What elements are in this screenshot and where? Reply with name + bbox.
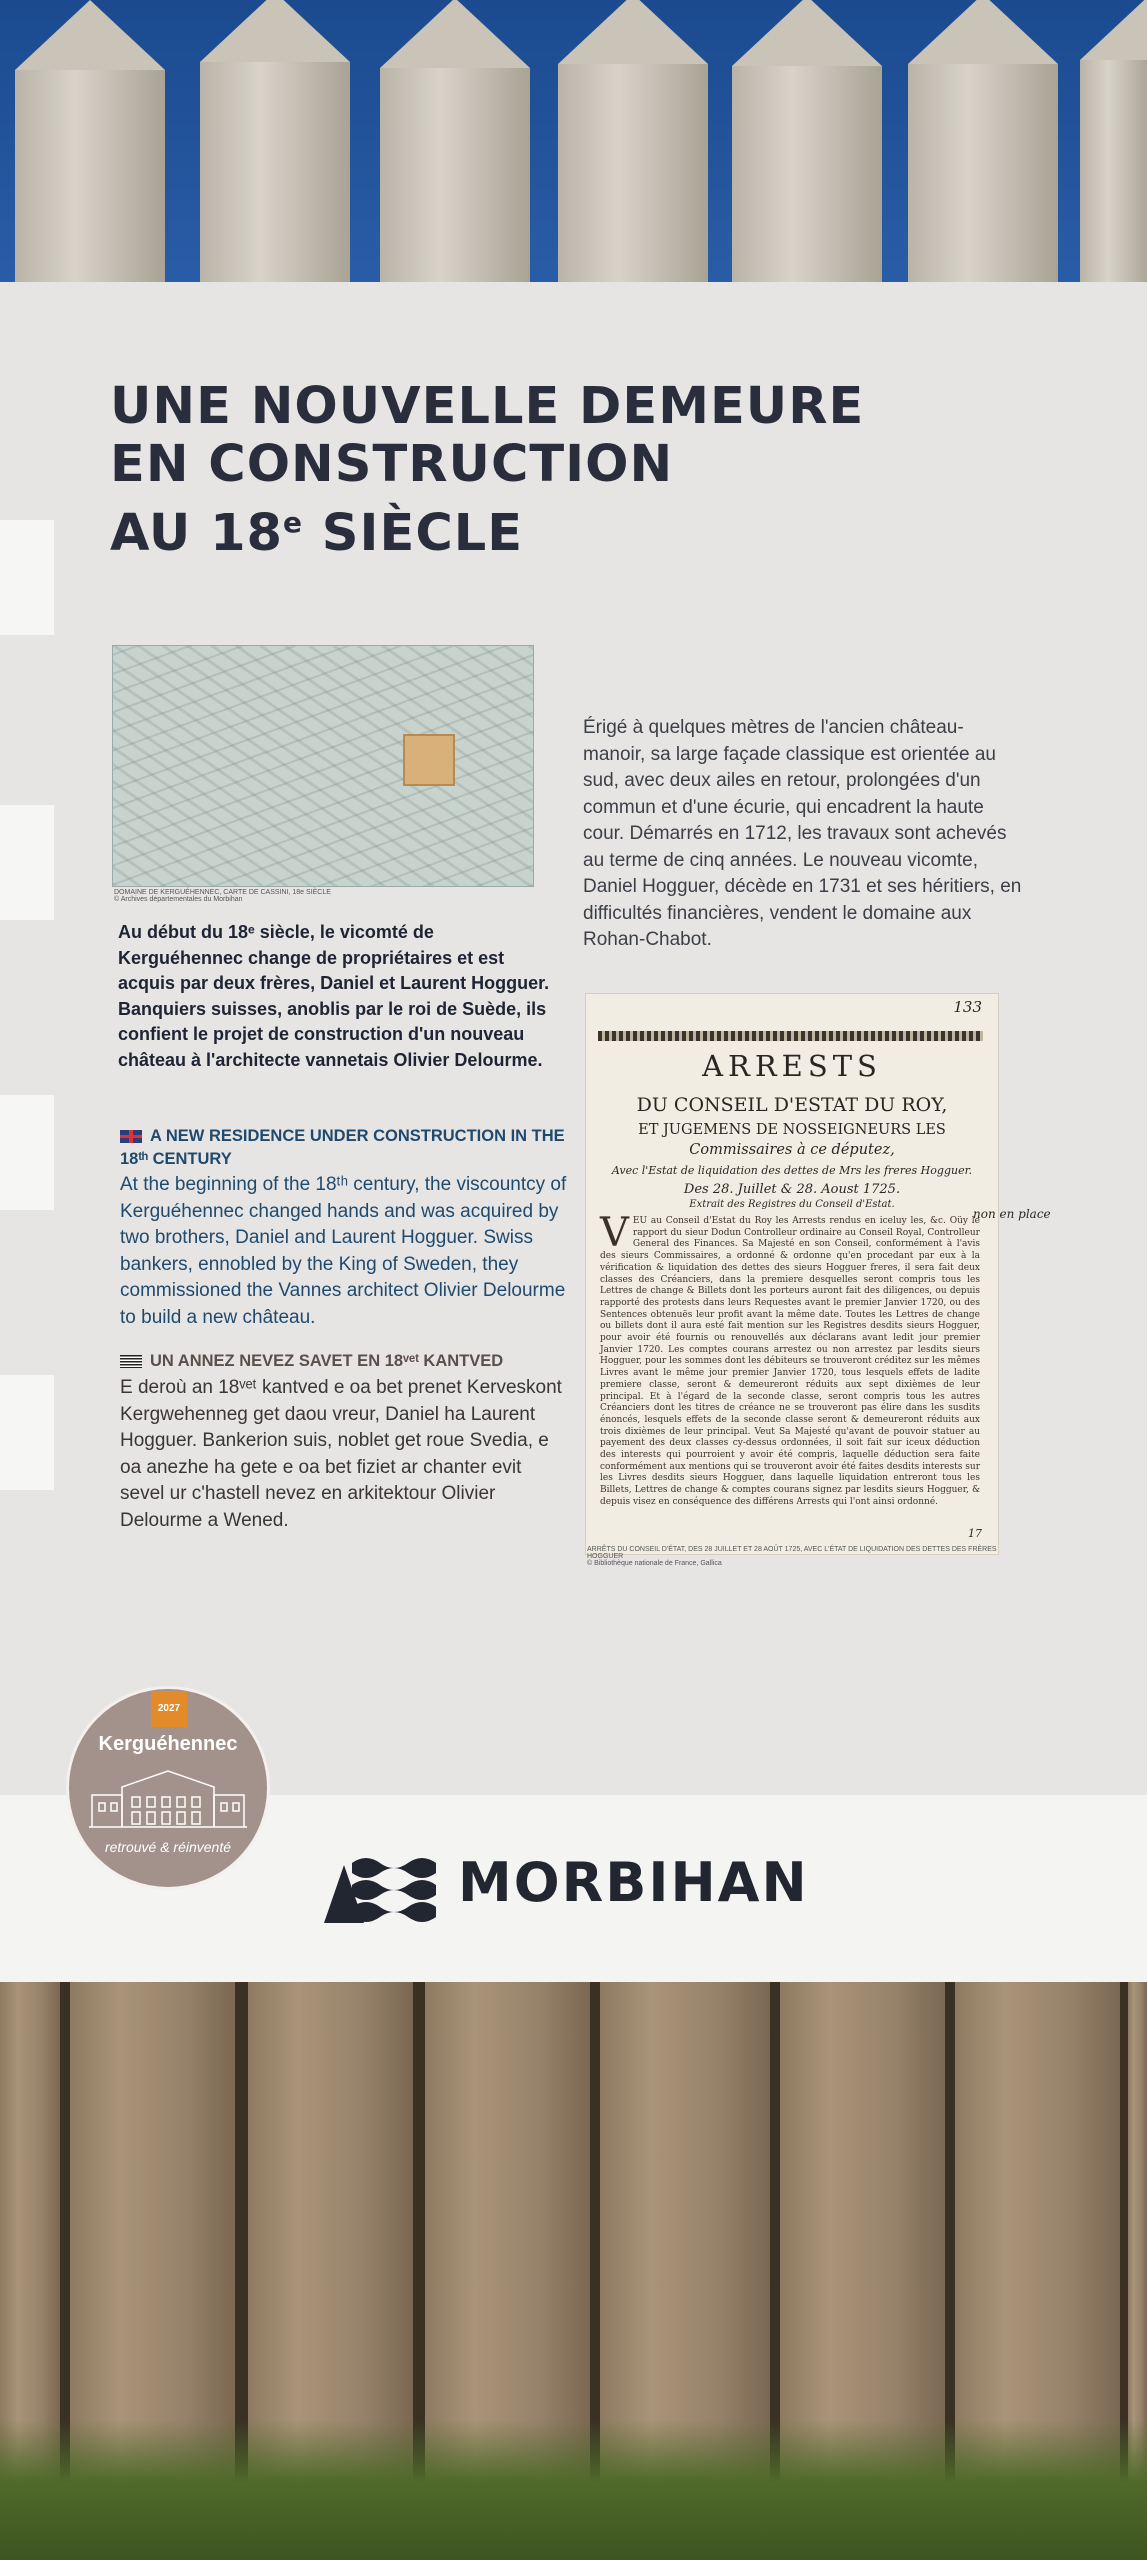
grass (0, 2420, 1147, 2560)
sponsor-name: MORBIHAN (458, 1851, 809, 1914)
french-description-text: Érigé à quelques mètres de l'ancien château-manoir, sa large façade classique est orientée au sud, avec deux ailes en retour, prolongées d'un commun et d'une écurie, qui encadrent la haute cour. Démarrés en 1712, les travaux sont achevés au terme de cinq années. Le nouveau vicomte, Daniel Hogguer, décède en 1731 et ses héritiers, en difficultés financières, vendent le domaine aux Rohan-Chabot. (583, 717, 1022, 950)
document-dropcap: V (600, 1210, 629, 1256)
document-body-text: EU au Conseil d'Estat du Roy les Arrests rendus en iceluy les, &c. Oüy le rapport du sieur Dodun Controlleur ordinaire au Conseil Royal, Controlleur General des Finances. Sa Majesté en son Conseil, conformément à l'avis des sieurs Commissaires, a ordonné & ordonne qu'en procedant par eux à la vérification & liquidation des dettes des sieurs Hogguer freres, il sera fait deux classes des Créanciers, dans la premiere desquelles seront compris tous les Lettres de change & Billets dont les porteurs auront fait des diligences, ou depuis rapporté des protests dans leurs Requestes avant le premier Janvier 1720, ou des Sentences obtenuës leur profit avant la même date. Toutes les Lettres de change ou billets dont il aura esté fait mention sur les Registres desdits sieurs Hogguer, pour avoir été fournis ou renouvellés aux déclarans avant ledit jour premier Janvier 1720. Les comptes courans arrestez ou non arrestez par lesdits sieurs Hogguer, pour les sommes dont les débiteurs se trouveront créditez sur les mêmes Livres avant le même jour premier Janvier 1720, tous lesquels effets de ladite premiere classe, seront & demeureront réduits aux sept dixièmes de leur principal. Et à l'égard de la seconde classe, seront compris tous les autres Créanciers dont les titres de créance ne se trouveront pas élire dans les susdits énoncés, lesquels effets de la seconde classe seront & demeureront réduits aux trois dixièmes de leur principal. Veut Sa Majesté qu'avant de pouvoir statuer au payement des deux classes cy-dessus ordonnées, il soit fait sur iceux déduction des interests qui pourroient y avoir été compris, laquelle déduction sera faite conformément aux mentions qui se trouveront avoir été faites desdits interests sur les Livres desdits sieurs Hogguer, dans laquelle liquidation entreront tous les Billets, Lettres de change & comptes courans signez par lesdits sieurs Hogguer, & depuis visez en conséquence des différens Arrests qui l'ont ainsi ordonné. (600, 1216, 980, 1507)
document-bottom-number: 17 (968, 1527, 982, 1540)
title-line-1: UNE NOUVELLE DEMEURE (110, 377, 865, 436)
document-caption-credit: © Bibliothèque nationale de France, Gallica (587, 1560, 722, 1567)
document-line-6: Extrait des Registres du Conseil d'Estat. (689, 1199, 895, 1210)
breton-body: E deroù an 18ᵛᵉᵗ kantved e oa bet prenet Kerveskont Kergwehenneg get daou vreur, Daniel ha Laurent Hogguer. Bankerion suis, noblet get roue Svedia, e oa anezhe ha gete e oa bet fiziet ar chanter evit sevel ur c'hastell nevez en arkitektour Olivier Delourme a Wened. (120, 1377, 562, 1531)
title-line-3 (110, 494, 1010, 563)
panel-tab (0, 1095, 54, 1210)
breton-heading (120, 1350, 570, 1373)
map-caption (114, 889, 534, 903)
document-line-3: Commissaires à ce députez, (689, 1142, 895, 1158)
title-line-3-sup: e (283, 506, 304, 539)
badge-name: Kerguéhennec (98, 1733, 238, 1755)
panel-tab (0, 805, 54, 920)
page-title (110, 378, 1010, 563)
breton-heading-text: UN ANNEZ NEVEZ SAVET EN 18ᵛᵉᵗ KANTVED (150, 1352, 504, 1370)
map-caption-credit: © Archives départementales du Morbihan (114, 896, 243, 903)
title-line-3-suffix: SIÈCLE (303, 504, 524, 563)
historical-document-image (585, 993, 999, 1555)
document-ornament (598, 1031, 983, 1041)
document-caption-title: ARRÊTS DU CONSEIL D'ÉTAT, DES 28 JUILLET ET 28 AOÛT 1725, AVEC L'ÉTAT DE LIQUIDATION DES DETTES DES FRÈRES HOGGUER (587, 1546, 997, 1560)
badge-year: 2027 (151, 1691, 187, 1727)
title-line-3-prefix: AU 18 (110, 504, 284, 563)
document-margin-note: non en place (973, 1207, 1051, 1221)
french-intro-text: Au début du 18ᵉ siècle, le vicomté de Kerguéhennec change de propriétaires et est acquis par deux frères, Daniel et Laurent Hogguer. Banquiers suisses, anoblis par le roi de Suède, ils confient le projet de construction d'un nouveau château à l'architecte vannetais Olivier Delourme. (118, 922, 550, 1070)
document-title: ARRESTS (702, 1049, 882, 1083)
english-heading (120, 1125, 570, 1171)
document-line-5: Des 28. Juillet & 28. Aoust 1725. (683, 1182, 901, 1197)
document-line-2: ET JUGEMENS DE NOSSEIGNEURS LES (638, 1122, 946, 1138)
document-line-1: DU CONSEIL D'ESTAT DU ROY, (636, 1094, 948, 1116)
english-body: At the beginning of the 18ᵗʰ century, the viscountcy of Kerguéhennec changed hands and was acquired by two brothers, Daniel and Laurent Hogguer. Swiss bankers, ennobled by the King of Sweden, they commissioned the Vannes architect Olivier Delourme to build a new château. (120, 1174, 567, 1328)
chateau-icon (87, 1767, 249, 1829)
uk-flag-icon (120, 1130, 142, 1143)
document-caption (587, 1546, 1027, 1567)
title-line-2: EN CONSTRUCTION (110, 435, 674, 494)
document-page-number: 133 (953, 998, 982, 1016)
badge-subtitle: retrouvé & réinventé (104, 1839, 232, 1855)
cassini-map-image (112, 645, 534, 887)
morbihan-hermine-logo-icon (324, 1855, 439, 1925)
kerguehennec-badge (66, 1686, 270, 1890)
english-heading-text: A NEW RESIDENCE UNDER CONSTRUCTION IN THE 18ᵗʰ CENTURY (120, 1127, 565, 1168)
map-caption-title: DOMAINE DE KERGUÉHENNEC, CARTE DE CASSINI, 18e SIÈCLE (114, 889, 331, 896)
panel-tab (0, 520, 54, 635)
panel-tab (0, 1375, 54, 1490)
document-line-4: Avec l'Estat de liquidation des dettes de Mrs les freres Hogguer. (611, 1164, 973, 1177)
breton-flag-icon (120, 1355, 142, 1368)
map-highlight-marker (403, 734, 455, 786)
document-body (600, 1210, 980, 1536)
